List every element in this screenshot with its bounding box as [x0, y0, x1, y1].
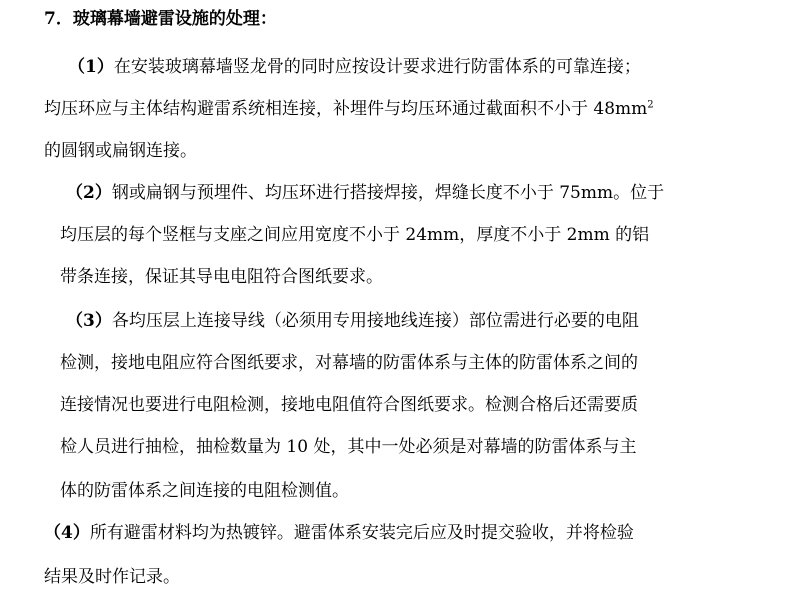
paragraph-4-line-1: [44, 522, 634, 544]
paragraph-4-text-2: 结果及时作记录。: [44, 567, 180, 587]
paragraph-3-text-3: 连接情况也要进行电阻检测，接地电阻值符合图纸要求。检测合格后还需要质: [60, 395, 638, 415]
paragraph-3-text-4: 检人员进行抽检，抽检数量为 10 处，其中一处必须是对幕墙的防雷体系与主: [60, 437, 637, 457]
paragraph-1-line-1: [68, 56, 641, 78]
paragraph-3-line-2: [60, 352, 638, 374]
paragraph-2-text-2: 均压层的每个竖框与支座之间应用宽度不小于 24mm，厚度不小于 2mm 的铝: [60, 225, 650, 245]
paragraph-2-line-3: [60, 266, 383, 288]
paragraph-1-text-2: 均压环应与主体结构避雷系统相连接，补埋件与均压环通过截面积不小于 48mm: [44, 99, 648, 119]
paragraph-4-number: （4）: [44, 523, 90, 543]
paragraph-3-line-5: [60, 480, 349, 502]
paragraph-4-text-1: 所有避雷材料均为热镀锌。避雷体系安装完后应及时提交验收，并将检验: [89, 523, 634, 543]
section-heading: 7．玻璃幕墙避雷设施的处理：: [44, 9, 277, 29]
paragraph-3-line-3: [60, 394, 638, 416]
paragraph-2-text-1: 钢或扁钢与预埋件、均压环进行搭接焊接，焊缝长度不小于 75mm。位于: [111, 183, 665, 203]
paragraph-2-line-2: [60, 224, 649, 246]
paragraph-3-number: （3）: [66, 311, 112, 331]
paragraph-1-number: （1）: [68, 57, 114, 77]
paragraph-2-line-1: [66, 182, 664, 204]
paragraph-2-number: （2）: [66, 183, 112, 203]
superscript-squared: 2: [647, 99, 654, 111]
paragraph-1-text-1: 在安装玻璃幕墙竖龙骨的同时应按设计要求进行防雷体系的可靠连接；: [113, 57, 641, 77]
paragraph-1-line-2: [44, 98, 654, 120]
paragraph-4-line-2: [44, 566, 180, 588]
paragraph-3-text-5: 体的防雷体系之间连接的电阻检测值。: [60, 481, 349, 501]
paragraph-3-line-4: [60, 436, 636, 458]
paragraph-3-text-2: 检测，接地电阻应符合图纸要求，对幕墙的防雷体系与主体的防雷体系之间的: [60, 353, 638, 373]
paragraph-2-text-3: 带条连接，保证其导电电阻符合图纸要求。: [60, 267, 383, 287]
paragraph-3-text-1: 各均压层上连接导线（必须用专用接地线连接）部位需进行必要的电阻: [111, 311, 639, 331]
paragraph-1-text-3: 的圆钢或扁钢连接。: [44, 141, 197, 161]
paragraph-1-line-3: [44, 140, 197, 162]
paragraph-3-line-1: [66, 310, 639, 332]
